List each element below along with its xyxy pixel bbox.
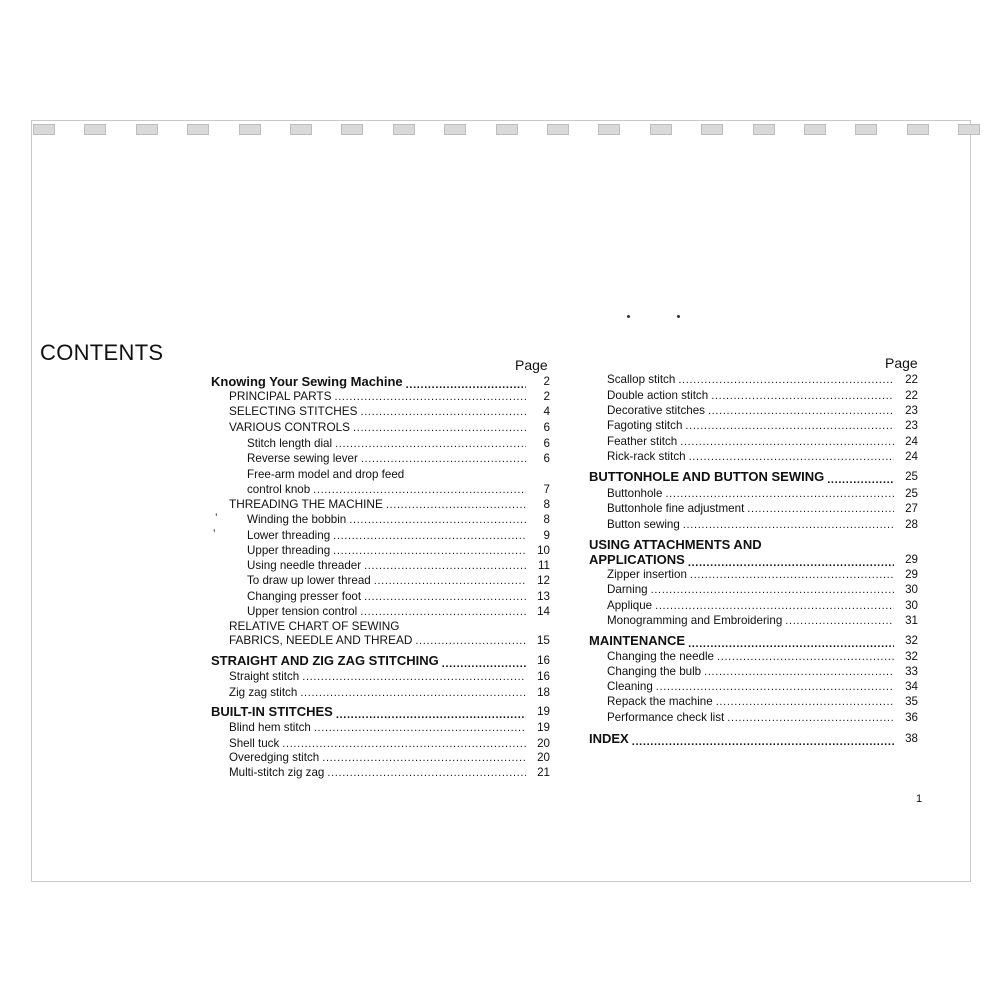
toc-entry-label: Overedging stitch: [229, 751, 320, 764]
toc-entry-label: MAINTENANCE: [589, 633, 686, 648]
dot-leader: [442, 654, 526, 669]
toc-entry: [607, 434, 918, 449]
toc-entry-label: Zipper insertion: [607, 568, 687, 581]
page-number: 1: [916, 793, 923, 805]
toc-entry: [607, 517, 918, 532]
toc-entry-label: Lower threading: [247, 529, 331, 542]
binding-hole: [341, 124, 363, 135]
dot-leader: [364, 589, 526, 604]
dot-leader: [364, 558, 526, 573]
toc-entry: [607, 449, 918, 464]
spiral-binding: [31, 124, 971, 136]
toc-entry-label: control knob: [247, 483, 311, 496]
toc-entry-page: 20: [537, 751, 550, 764]
toc-entry-page: 6: [543, 437, 550, 450]
toc-entry-page: 8: [543, 497, 550, 511]
toc-entry-label: USING ATTACHMENTS AND: [589, 537, 762, 552]
dot-leader: [336, 705, 526, 720]
dot-leader: [688, 553, 894, 568]
toc-entry-label: Changing presser foot: [247, 590, 362, 603]
toc-entry: [607, 388, 918, 403]
toc-entry: [607, 613, 918, 628]
dot-leader: [335, 389, 527, 404]
toc-entry-page: 2: [543, 389, 550, 403]
toc-entry-label: PRINCIPAL PARTS: [229, 389, 332, 403]
dot-leader: [717, 649, 894, 664]
toc-entry-page: 16: [537, 654, 550, 667]
toc-entry: [589, 551, 918, 568]
toc-entry: [607, 664, 918, 679]
toc-entry-label: Scallop stitch: [607, 373, 676, 386]
toc-entry-label: Upper tension control: [247, 605, 358, 618]
toc-entry: [229, 420, 550, 435]
print-speck: [677, 315, 680, 318]
binding-hole: [855, 124, 877, 135]
dot-leader: [690, 567, 894, 582]
toc-entry-label: APPLICATIONS: [589, 552, 685, 567]
toc-entry-label: Knowing Your Sewing Machine: [211, 374, 403, 389]
dot-leader: [708, 403, 894, 418]
toc-entry-label: STRAIGHT AND ZIG ZAG STITCHING: [211, 653, 439, 668]
page-column-heading-left: Page: [515, 357, 548, 373]
toc-entry-label: Performance check list: [607, 711, 725, 724]
toc-entry-page: 24: [905, 435, 918, 448]
toc-entry: [229, 404, 550, 419]
toc-entry-page: 22: [905, 373, 918, 386]
toc-entry-page: 12: [537, 574, 550, 587]
toc-entry-page: 20: [537, 737, 550, 750]
binding-hole: [136, 124, 158, 135]
toc-entry-page: 32: [905, 650, 918, 663]
toc-entry: [247, 512, 550, 527]
toc-entry: [607, 649, 918, 664]
toc-entry: [229, 736, 550, 751]
toc-entry: [607, 710, 918, 725]
toc-entry: [589, 730, 918, 747]
toc-entry-page: 18: [537, 686, 550, 699]
toc-entry: [229, 633, 550, 648]
toc-entry-page: 24: [905, 450, 918, 463]
dot-leader: [685, 418, 894, 433]
toc-entry-page: 2: [543, 375, 550, 388]
dot-leader: [361, 451, 526, 466]
toc-entry-label: BUILT-IN STITCHES: [211, 704, 333, 719]
toc-entry: [247, 573, 550, 588]
dot-leader: [655, 598, 894, 613]
toc-entry: [607, 694, 918, 709]
dot-leader: [727, 710, 894, 725]
dot-leader: [333, 543, 526, 558]
toc-entry-label: Straight stitch: [229, 670, 300, 683]
dot-leader: [282, 736, 526, 751]
toc-entry: [247, 589, 550, 604]
dot-leader: [704, 664, 894, 679]
toc-entry-label: INDEX: [589, 731, 629, 746]
toc-entry: [211, 703, 550, 720]
dot-leader: [415, 633, 526, 648]
toc-entry: [229, 389, 550, 404]
dot-leader: [747, 501, 894, 516]
binding-hole: [650, 124, 672, 135]
toc-entry: [247, 467, 550, 482]
toc-entry: [589, 632, 918, 649]
toc-entry: [229, 685, 550, 700]
toc-entry-page: 32: [905, 634, 918, 647]
dot-leader: [651, 582, 894, 597]
dot-leader: [374, 573, 526, 588]
toc-entry: [607, 567, 918, 582]
toc-entry: [211, 373, 550, 390]
margin-tick: ’: [215, 512, 218, 524]
dot-leader: [656, 679, 894, 694]
dot-leader: [785, 613, 894, 628]
toc-entry-page: 30: [905, 599, 918, 612]
toc-entry-label: Zig zag stitch: [229, 686, 298, 699]
dot-leader: [683, 517, 894, 532]
dot-leader: [665, 486, 894, 501]
toc-entry-page: 4: [543, 404, 550, 418]
toc-entry-label: Multi-stitch zig zag: [229, 766, 325, 779]
print-speck: [627, 315, 630, 318]
dot-leader: [353, 420, 526, 435]
toc-entry-page: 6: [543, 420, 550, 434]
toc-entry-page: 25: [905, 470, 918, 483]
toc-entry-label: Monogramming and Embroidering: [607, 614, 783, 627]
toc-entry-label: Blind hem stitch: [229, 721, 311, 734]
toc-entry-label: Repack the machine: [607, 695, 713, 708]
toc-entry: [247, 451, 550, 466]
dot-leader: [689, 449, 894, 464]
toc-entry-page: 28: [905, 518, 918, 531]
dot-leader: [327, 765, 526, 780]
binding-hole: [958, 124, 980, 135]
toc-entry-page: 33: [905, 665, 918, 678]
dot-leader: [360, 404, 526, 419]
toc-entry-page: 31: [905, 614, 918, 627]
toc-entry-label: THREADING THE MACHINE: [229, 497, 383, 511]
toc-entry-label: To draw up lower thread: [247, 574, 371, 587]
toc-entry-label: VARIOUS CONTROLS: [229, 420, 351, 434]
toc-entry-page: 23: [905, 419, 918, 432]
dot-leader: [333, 528, 526, 543]
page-column-heading-right: Page: [885, 355, 918, 371]
toc-entry-label: Reverse sewing lever: [247, 452, 358, 465]
toc-entry-label: Free-arm model and drop feed: [247, 468, 405, 481]
binding-hole: [393, 124, 415, 135]
toc-entry-page: 6: [543, 452, 550, 465]
binding-hole: [187, 124, 209, 135]
toc-entry: [607, 486, 918, 501]
binding-hole: [33, 124, 55, 135]
toc-entry-label: Buttonhole: [607, 487, 663, 500]
toc-entry-page: 19: [537, 705, 550, 718]
toc-entry-label: SELECTING STITCHES: [229, 404, 358, 418]
dot-leader: [360, 604, 526, 619]
dot-leader: [678, 372, 894, 387]
toc-entry: [247, 436, 550, 451]
binding-hole: [701, 124, 723, 135]
toc-entry: [247, 482, 550, 497]
margin-tick: ’: [213, 528, 216, 540]
toc-entry-label: Decorative stitches: [607, 404, 705, 417]
toc-entry-label: FABRICS, NEEDLE AND THREAD: [229, 633, 413, 647]
toc-entry-page: 35: [905, 695, 918, 708]
toc-entry: [607, 501, 918, 516]
toc-entry-page: 13: [537, 590, 550, 603]
binding-hole: [753, 124, 775, 135]
dot-leader: [688, 634, 894, 649]
toc-entry-label: Cleaning: [607, 680, 653, 693]
toc-entry-label: Double action stitch: [607, 389, 709, 402]
dot-leader: [711, 388, 894, 403]
toc-entry-page: 29: [905, 568, 918, 581]
toc-entry-page: 23: [905, 404, 918, 417]
binding-hole: [804, 124, 826, 135]
toc-entry-label: Upper threading: [247, 544, 331, 557]
toc-entry: [229, 750, 550, 765]
toc-entry-label: Shell tuck: [229, 737, 280, 750]
toc-entry-page: 7: [543, 483, 550, 496]
toc-entry-page: 11: [537, 559, 550, 572]
toc-entry: [229, 765, 550, 780]
toc-entry-page: 27: [905, 502, 918, 515]
dot-leader: [386, 497, 526, 512]
toc-entry-label: BUTTONHOLE AND BUTTON SEWING: [589, 469, 825, 484]
toc-entry-label: Feather stitch: [607, 435, 678, 448]
dot-leader: [313, 482, 526, 497]
toc-entry-page: 10: [537, 544, 550, 557]
binding-hole: [547, 124, 569, 135]
toc-entry: [607, 679, 918, 694]
dot-leader: [349, 512, 526, 527]
toc-entry-page: 25: [905, 487, 918, 500]
page-title: CONTENTS: [40, 340, 164, 365]
toc-entry-label: Stitch length dial: [247, 437, 333, 450]
toc-entry-label: Winding the bobbin: [247, 513, 347, 526]
toc-entry-page: 22: [905, 389, 918, 402]
toc-entry: [247, 604, 550, 619]
toc-entry-page: 9: [543, 529, 550, 542]
toc-entry-label: Rick-rack stitch: [607, 450, 686, 463]
dot-leader: [680, 434, 894, 449]
toc-entry: [589, 468, 918, 485]
toc-entry: [247, 543, 550, 558]
dot-leader: [302, 669, 526, 684]
toc-entry: [607, 372, 918, 387]
toc-entry-page: 29: [905, 553, 918, 566]
toc-entry-page: 21: [537, 766, 550, 779]
dot-leader: [314, 720, 526, 735]
dot-leader: [632, 732, 894, 747]
binding-hole: [290, 124, 312, 135]
toc-entry-page: 36: [905, 711, 918, 724]
toc-entry: [229, 720, 550, 735]
binding-hole: [84, 124, 106, 135]
toc-entry: [247, 558, 550, 573]
toc-entry-page: 19: [537, 721, 550, 734]
binding-hole: [496, 124, 518, 135]
toc-entry: [607, 598, 918, 613]
toc-entry-page: 15: [536, 633, 550, 647]
binding-hole: [598, 124, 620, 135]
toc-entry-page: 14: [537, 605, 550, 618]
toc-entry-page: 30: [905, 583, 918, 596]
dot-leader: [406, 375, 526, 390]
toc-entry-page: 34: [905, 680, 918, 693]
dot-leader: [827, 470, 894, 485]
toc-entry: [607, 582, 918, 597]
dot-leader: [716, 694, 894, 709]
dot-leader: [335, 436, 526, 451]
toc-entry: [211, 652, 550, 669]
toc-entry-label: Button sewing: [607, 518, 680, 531]
toc-entry: [607, 418, 918, 433]
toc-entry-label: Changing the needle: [607, 650, 715, 663]
toc-entry-label: Applique: [607, 599, 653, 612]
binding-hole: [907, 124, 929, 135]
toc-entry: [229, 619, 550, 634]
binding-hole: [444, 124, 466, 135]
toc-entry-label: Darning: [607, 583, 648, 596]
binding-hole: [239, 124, 261, 135]
toc-entry-page: 8: [543, 513, 550, 526]
toc-entry-label: Changing the bulb: [607, 665, 702, 678]
toc-entry: [229, 497, 550, 512]
toc-entry: [607, 403, 918, 418]
dot-leader: [300, 685, 526, 700]
toc-entry: [229, 669, 550, 684]
toc-entry: [247, 528, 550, 543]
toc-entry-page: 38: [905, 732, 918, 745]
toc-entry-page: 16: [537, 670, 550, 683]
toc-entry-label: Using needle threader: [247, 559, 362, 572]
dot-leader: [322, 750, 526, 765]
toc-entry-label: RELATIVE CHART OF SEWING: [229, 619, 400, 633]
toc-entry-label: Fagoting stitch: [607, 419, 683, 432]
toc-entry-label: Buttonhole fine adjustment: [607, 502, 745, 515]
